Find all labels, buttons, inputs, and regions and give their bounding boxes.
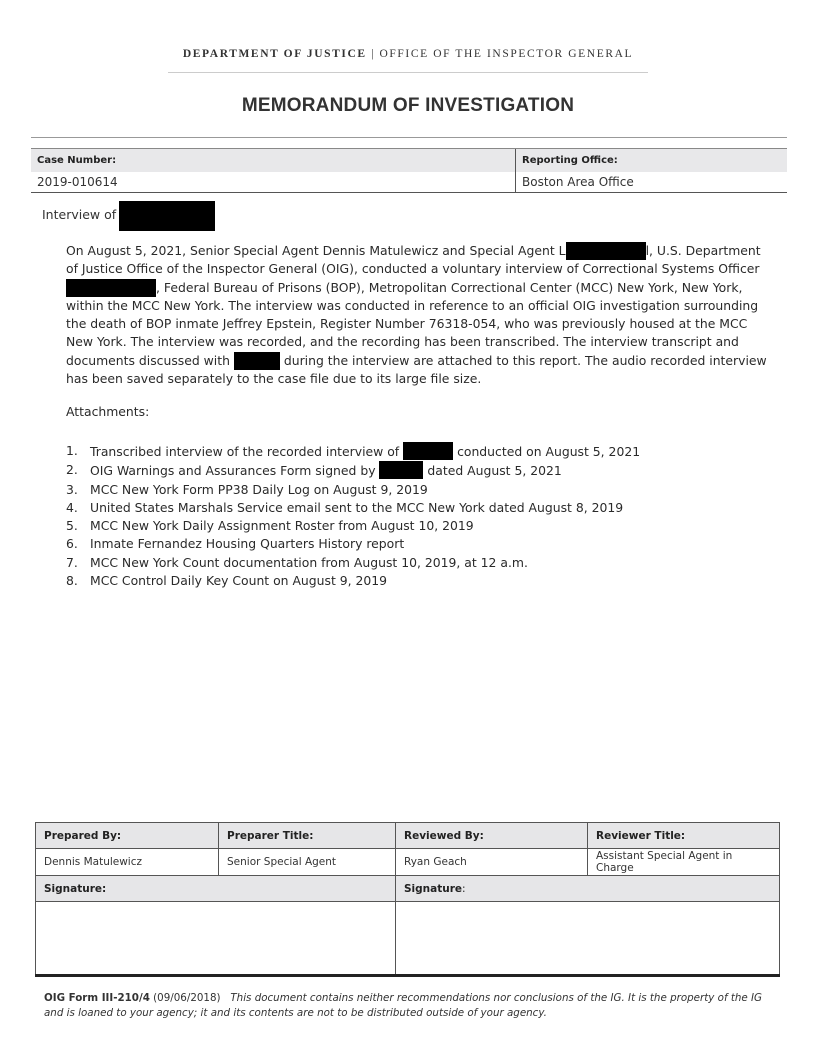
case-info-table [31, 148, 787, 193]
preparer-title-value: Senior Special Agent [219, 849, 396, 876]
form-footer [44, 991, 774, 1021]
list-item: 6. Inmate Fernandez Housing Quarters History report [66, 536, 405, 552]
redaction-block [566, 242, 646, 260]
prepared-by-value: Dennis Matulewicz [36, 849, 219, 876]
reporting-office-value: Boston Area Office [516, 172, 788, 193]
reviewer-title-label: Reviewer Title: [588, 823, 780, 849]
title-divider [31, 137, 787, 138]
preparer-signature-label: Signature: [36, 876, 396, 902]
header-separator: | [366, 48, 380, 60]
reviewer-title-value: Assistant Special Agent in Charge [588, 849, 780, 876]
reviewer-signature-box [396, 902, 780, 976]
list-item: 3. MCC New York Form PP38 Daily Log on August 9, 2019 [66, 481, 428, 497]
list-item: 8. MCC Control Daily Key Count on August 9, 2019 [66, 573, 388, 589]
interview-summary-paragraph [66, 242, 772, 388]
reporting-office-label: Reporting Office: [516, 149, 788, 173]
redaction-block [66, 279, 156, 297]
attachments-list [66, 442, 640, 590]
form-number: OIG Form III-210/4 [44, 992, 150, 1004]
department-name: DEPARTMENT OF JUSTICE [182, 48, 367, 60]
list-item: 7. MCC New York Count documentation from August 10, 2019, at 12 a.m. [66, 554, 528, 570]
attachments-label: Attachments: [66, 404, 150, 419]
interview-label: Interview of [42, 207, 117, 222]
summary-text-2: l, U.S. Department of Justice Office of the Inspector General (OIG), conducted a voluntary interview of Correctional Systems Officer [66, 243, 761, 277]
reviewer-signature-label: Signature: [396, 876, 780, 902]
preparer-title-label: Preparer Title: [219, 823, 396, 849]
form-date: (09/06/2018) [149, 992, 221, 1004]
document-header [168, 48, 648, 60]
list-item: 4. United States Marshals Service email sent to the MCC New York dated August 8, 2019 [66, 499, 624, 515]
summary-text-3: , Federal Bureau of Prisons (BOP), Metropolitan Correctional Center (MCC) New York, New York, within the MCC New York. The interview was conducted in reference to an official OIG investigation surrounding the death of BOP inmate Jeffrey Epstein, Register Number 76318-054, who was previously housed at the MCC New York. The interview was recorded, and the recording has been transcribed. The interview transcript and documents discussed with [66, 279, 759, 368]
case-number-label: Case Number: [31, 149, 516, 173]
reviewed-by-value: Ryan Geach [396, 849, 588, 876]
list-item: 1. Transcribed interview of the recorded interview of conducted on August 5, 2021 [66, 443, 641, 459]
summary-text-1: On August 5, 2021, Senior Special Agent Dennis Matulewicz and Special Agent L [66, 243, 566, 258]
office-name: OFFICE OF THE INSPECTOR GENERAL [379, 48, 634, 60]
signoff-table [35, 822, 780, 977]
footer-disclaimer: This document contains neither recommendations nor conclusions of the IG. It is the property of the IG and is loaned to your agency; it and its contents are not to be distributed outside of your agency. [44, 992, 763, 1019]
page-title: MEMORANDUM OF INVESTIGATION [241, 95, 575, 116]
redaction-block [379, 461, 423, 479]
preparer-signature-box [36, 902, 396, 976]
reviewed-by-label: Reviewed By: [396, 823, 588, 849]
prepared-by-label: Prepared By: [36, 823, 219, 849]
summary-text-4: during the interview are attached to this report. The audio recorded interview has been saved separately to the case file due to its large file size. [66, 352, 767, 387]
list-item: 2. OIG Warnings and Assurances Form signed by dated August 5, 2021 [66, 462, 562, 479]
case-number-value: 2019-010614 [31, 172, 516, 193]
header-divider [168, 72, 648, 73]
redaction-block [234, 352, 280, 370]
redaction-block [403, 442, 453, 460]
interview-subject-line [42, 200, 215, 231]
redaction-block [119, 201, 215, 231]
list-item: 5. MCC New York Daily Assignment Roster from August 10, 2019 [66, 518, 474, 534]
